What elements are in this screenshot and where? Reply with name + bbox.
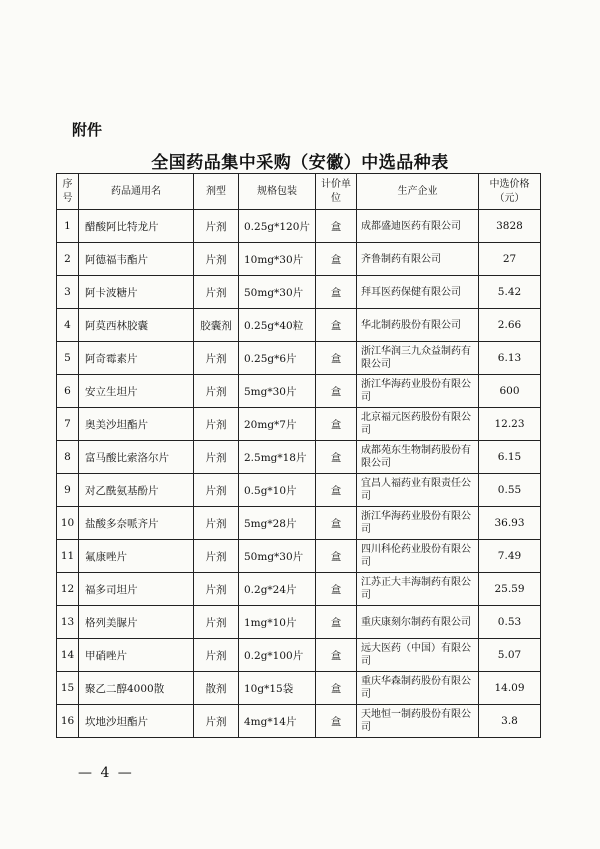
table-row [57, 573, 541, 606]
cell-num: 13 [57, 606, 79, 639]
cell-dosage-form: 片剂 [194, 573, 239, 606]
cell-manufacturer: 天地恒一制药股份有限公司 [357, 705, 479, 738]
header-row [57, 174, 541, 210]
table-row [57, 705, 541, 738]
cell-drug-name: 格列美脲片 [79, 606, 194, 639]
cell-num: 7 [57, 408, 79, 441]
cell-spec: 1mg*10片 [239, 606, 316, 639]
cell-manufacturer: 江苏正大丰海制药有限公司 [357, 573, 479, 606]
cell-num: 4 [57, 309, 79, 342]
table-row [57, 276, 541, 309]
cell-manufacturer: 浙江华海药业股份有限公司 [357, 375, 479, 408]
annex-label: 附件 [72, 121, 103, 139]
cell-spec: 10g*15袋 [239, 672, 316, 705]
cell-unit: 盒 [316, 210, 357, 243]
cell-drug-name: 奥美沙坦酯片 [79, 408, 194, 441]
cell-manufacturer: 齐鲁制药有限公司 [357, 243, 479, 276]
cell-manufacturer: 成都盛迪医药有限公司 [357, 210, 479, 243]
cell-price: 12.23 [479, 408, 541, 441]
cell-price: 14.09 [479, 672, 541, 705]
cell-num: 16 [57, 705, 79, 738]
header-unit: 计价单位 [316, 174, 357, 210]
cell-drug-name: 福多司坦片 [79, 573, 194, 606]
table-row [57, 639, 541, 672]
cell-dosage-form: 片剂 [194, 243, 239, 276]
cell-unit: 盒 [316, 705, 357, 738]
cell-drug-name: 盐酸多奈哌齐片 [79, 507, 194, 540]
cell-num: 8 [57, 441, 79, 474]
cell-unit: 盒 [316, 243, 357, 276]
cell-price: 3.8 [479, 705, 541, 738]
cell-spec: 10mg*30片 [239, 243, 316, 276]
cell-spec: 5mg*30片 [239, 375, 316, 408]
cell-unit: 盒 [316, 441, 357, 474]
cell-dosage-form: 片剂 [194, 342, 239, 375]
cell-drug-name: 阿德福韦酯片 [79, 243, 194, 276]
table-row [57, 474, 541, 507]
cell-price: 27 [479, 243, 541, 276]
cell-dosage-form: 片剂 [194, 375, 239, 408]
cell-drug-name: 聚乙二醇4000散 [79, 672, 194, 705]
cell-unit: 盒 [316, 639, 357, 672]
cell-spec: 0.2g*100片 [239, 639, 316, 672]
cell-drug-name: 氟康唑片 [79, 540, 194, 573]
cell-unit: 盒 [316, 573, 357, 606]
cell-unit: 盒 [316, 672, 357, 705]
cell-unit: 盒 [316, 408, 357, 441]
cell-drug-name: 阿莫西林胶囊 [79, 309, 194, 342]
cell-manufacturer: 成都苑东生物制药股份有限公司 [357, 441, 479, 474]
cell-manufacturer: 宜昌人福药业有限责任公司 [357, 474, 479, 507]
cell-spec: 0.5g*10片 [239, 474, 316, 507]
table-row [57, 375, 541, 408]
table-header [57, 174, 541, 210]
cell-manufacturer: 拜耳医药保健有限公司 [357, 276, 479, 309]
cell-price: 3828 [479, 210, 541, 243]
cell-spec: 4mg*14片 [239, 705, 316, 738]
cell-num: 6 [57, 375, 79, 408]
table-row [57, 507, 541, 540]
table-row [57, 342, 541, 375]
cell-price: 6.15 [479, 441, 541, 474]
cell-spec: 0.2g*24片 [239, 573, 316, 606]
cell-spec: 2.5mg*18片 [239, 441, 316, 474]
cell-dosage-form: 散剂 [194, 672, 239, 705]
cell-dosage-form: 胶囊剂 [194, 309, 239, 342]
cell-drug-name: 甲硝唑片 [79, 639, 194, 672]
cell-price: 0.55 [479, 474, 541, 507]
cell-manufacturer: 远大医药（中国）有限公司 [357, 639, 479, 672]
cell-unit: 盒 [316, 342, 357, 375]
cell-num: 1 [57, 210, 79, 243]
cell-price: 0.53 [479, 606, 541, 639]
cell-drug-name: 醋酸阿比特龙片 [79, 210, 194, 243]
cell-manufacturer: 重庆康刻尔制药有限公司 [357, 606, 479, 639]
header-spec: 规格包装 [239, 174, 316, 210]
cell-dosage-form: 片剂 [194, 606, 239, 639]
cell-num: 12 [57, 573, 79, 606]
cell-manufacturer: 浙江华海药业股份有限公司 [357, 507, 479, 540]
cell-spec: 20mg*7片 [239, 408, 316, 441]
cell-drug-name: 安立生坦片 [79, 375, 194, 408]
document-title: 全国药品集中采购（安徽）中选品种表 [151, 153, 449, 173]
cell-num: 14 [57, 639, 79, 672]
cell-num: 15 [57, 672, 79, 705]
cell-dosage-form: 片剂 [194, 441, 239, 474]
cell-num: 3 [57, 276, 79, 309]
cell-drug-name: 阿卡波糖片 [79, 276, 194, 309]
cell-unit: 盒 [316, 540, 357, 573]
cell-num: 5 [57, 342, 79, 375]
cell-drug-name: 富马酸比索洛尔片 [79, 441, 194, 474]
cell-dosage-form: 片剂 [194, 639, 239, 672]
cell-dosage-form: 片剂 [194, 210, 239, 243]
cell-dosage-form: 片剂 [194, 705, 239, 738]
table-row [57, 441, 541, 474]
cell-drug-name: 阿奇霉素片 [79, 342, 194, 375]
cell-spec: 5mg*28片 [239, 507, 316, 540]
cell-spec: 0.25g*6片 [239, 342, 316, 375]
cell-price: 7.49 [479, 540, 541, 573]
cell-manufacturer: 重庆华森制药股份有限公司 [357, 672, 479, 705]
cell-unit: 盒 [316, 606, 357, 639]
table-row [57, 672, 541, 705]
cell-drug-name: 坎地沙坦酯片 [79, 705, 194, 738]
table-row [57, 243, 541, 276]
page-number: — 4 — [78, 765, 134, 781]
cell-manufacturer: 北京福元医药股份有限公司 [357, 408, 479, 441]
table-row [57, 408, 541, 441]
cell-unit: 盒 [316, 375, 357, 408]
cell-dosage-form: 片剂 [194, 540, 239, 573]
cell-dosage-form: 片剂 [194, 408, 239, 441]
cell-num: 11 [57, 540, 79, 573]
cell-drug-name: 对乙酰氨基酚片 [79, 474, 194, 507]
cell-spec: 50mg*30片 [239, 276, 316, 309]
cell-dosage-form: 片剂 [194, 276, 239, 309]
cell-price: 600 [479, 375, 541, 408]
cell-unit: 盒 [316, 309, 357, 342]
cell-price: 25.59 [479, 573, 541, 606]
cell-num: 10 [57, 507, 79, 540]
cell-manufacturer: 华北制药股份有限公司 [357, 309, 479, 342]
cell-price: 36.93 [479, 507, 541, 540]
cell-manufacturer: 浙江华润三九众益制药有限公司 [357, 342, 479, 375]
cell-num: 2 [57, 243, 79, 276]
header-price: 中选价格（元） [479, 174, 541, 210]
cell-spec: 0.25g*120片 [239, 210, 316, 243]
cell-dosage-form: 片剂 [194, 474, 239, 507]
cell-spec: 0.25g*40粒 [239, 309, 316, 342]
table-row [57, 309, 541, 342]
header-num: 序号 [57, 174, 79, 210]
cell-price: 2.66 [479, 309, 541, 342]
cell-price: 5.07 [479, 639, 541, 672]
table-body [57, 210, 541, 738]
cell-price: 6.13 [479, 342, 541, 375]
table-row [57, 606, 541, 639]
header-name: 药品通用名 [79, 174, 194, 210]
header-form: 剂型 [194, 174, 239, 210]
cell-unit: 盒 [316, 276, 357, 309]
cell-num: 9 [57, 474, 79, 507]
cell-price: 5.42 [479, 276, 541, 309]
selected-drugs-table [56, 173, 541, 738]
cell-manufacturer: 四川科伦药业股份有限公司 [357, 540, 479, 573]
cell-dosage-form: 片剂 [194, 507, 239, 540]
header-mfr: 生产企业 [357, 174, 479, 210]
table-row [57, 210, 541, 243]
cell-spec: 50mg*30片 [239, 540, 316, 573]
cell-unit: 盒 [316, 507, 357, 540]
table-row [57, 540, 541, 573]
cell-unit: 盒 [316, 474, 357, 507]
